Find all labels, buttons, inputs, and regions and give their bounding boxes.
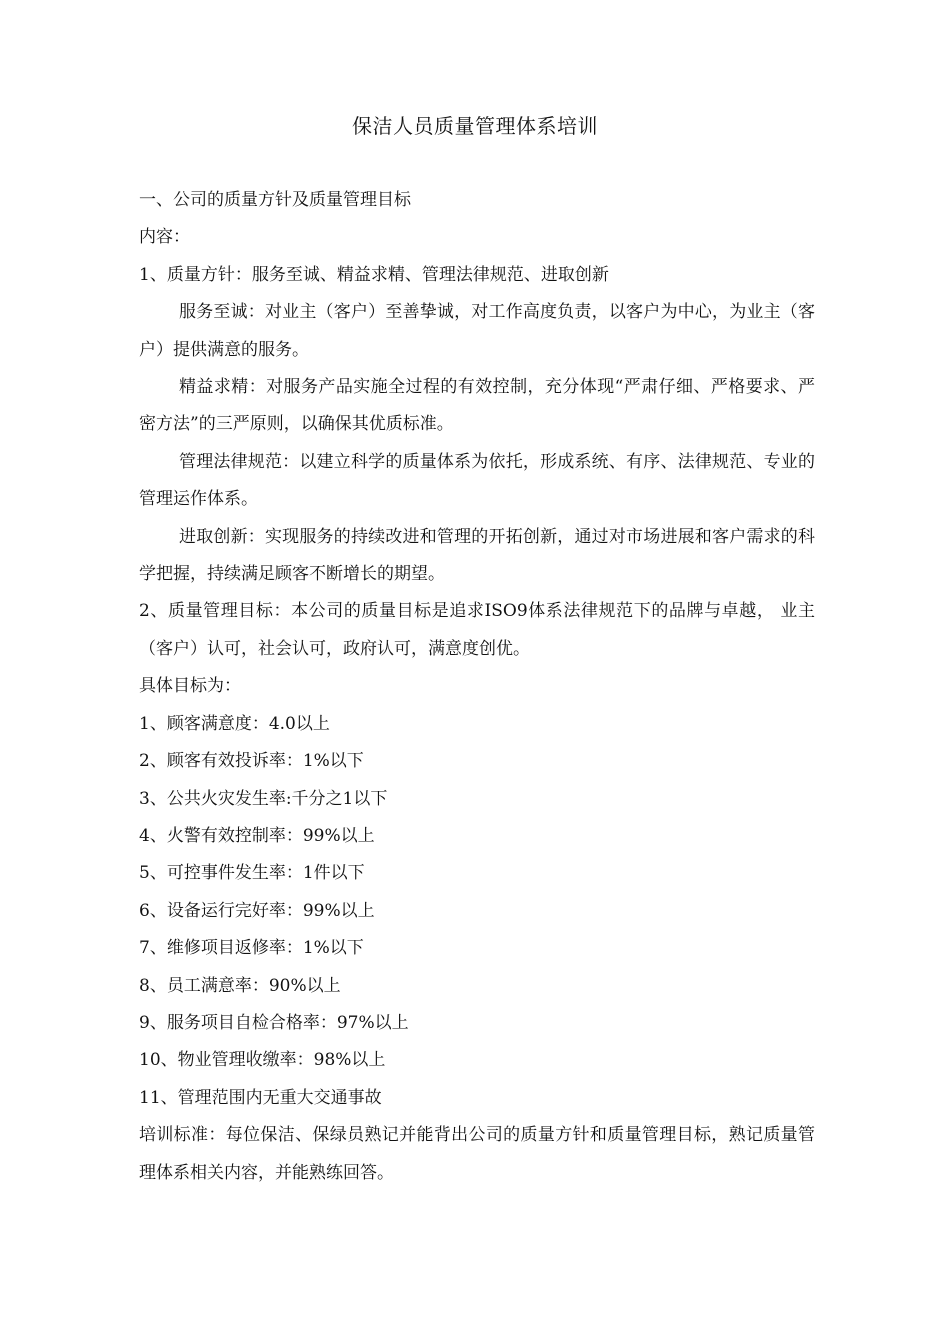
goal-item: 5、可控事件发生率：1件以下 [139,863,365,884]
policy-paragraph-innovation: 进取创新：实现服务的持续改进和管理的开拓创新，通过对市场进展和客户需求的科学把握，持续满足顾客不断增长的期望。 [139,526,815,585]
policy-paragraph-management: 管理法律规范：以建立科学的质量体系为依托，形成系统、有序、法律规范、专业的 管理运作体系。 [139,451,815,510]
content-label: 内容： [139,227,190,248]
goal-item: 7、维修项目返修率：1%以下 [139,938,364,959]
quality-policy-heading: 1、质量方针：服务至诚、精益求精、管理法律规范、进取创新 [139,264,609,285]
policy-paragraph-excellence: 精益求精：对服务产品实施全过程的有效控制，充分体现“严肃仔细、严格要求、严密方法”的三严原则，以确保其优质标准。 [139,377,815,435]
goal-item: 9、服务项目自检合格率：97%以上 [139,1012,409,1033]
goal-item: 6、设备运行完好率：99%以上 [139,900,375,921]
document-body [139,182,815,1192]
goal-item: 1、顾客满意度：4.0以上 [139,713,330,734]
document-title: 保洁人员质量管理体系培训 [352,114,598,138]
policy-paragraph-service: 服务至诚：对业主（客户）至善挚诚，对工作高度负责，以客户为中心，为业主（客户）提供满意的服务。 [139,302,815,360]
goal-item: 3、公共火灾发生率:千分之1以下 [139,788,388,809]
goal-item: 8、员工满意率：90%以上 [139,975,341,996]
training-standard-paragraph: 培训标准：每位保洁、保绿员熟记并能背出公司的质量方针和质量管理目标，熟记质量管理体系相关内容，并能熟练回答。 [139,1125,815,1183]
goal-item: 11、管理范围内无重大交通事故 [139,1087,382,1108]
specific-goals-label: 具体目标为： [139,676,241,697]
section-heading: 一、公司的质量方针及质量管理目标 [139,190,411,210]
goal-item: 10、物业管理收缴率：98%以上 [139,1050,386,1071]
quality-goal-paragraph: 2、质量管理目标：本公司的质量目标是追求ISO9体系法律规范下的品牌与卓越， 业主（客户）认可，社会认可，政府认可，满意度创优。 [139,601,815,659]
goal-item: 4、火警有效控制率：99%以上 [139,825,375,846]
goal-item: 2、顾客有效投诉率：1%以下 [139,751,364,772]
